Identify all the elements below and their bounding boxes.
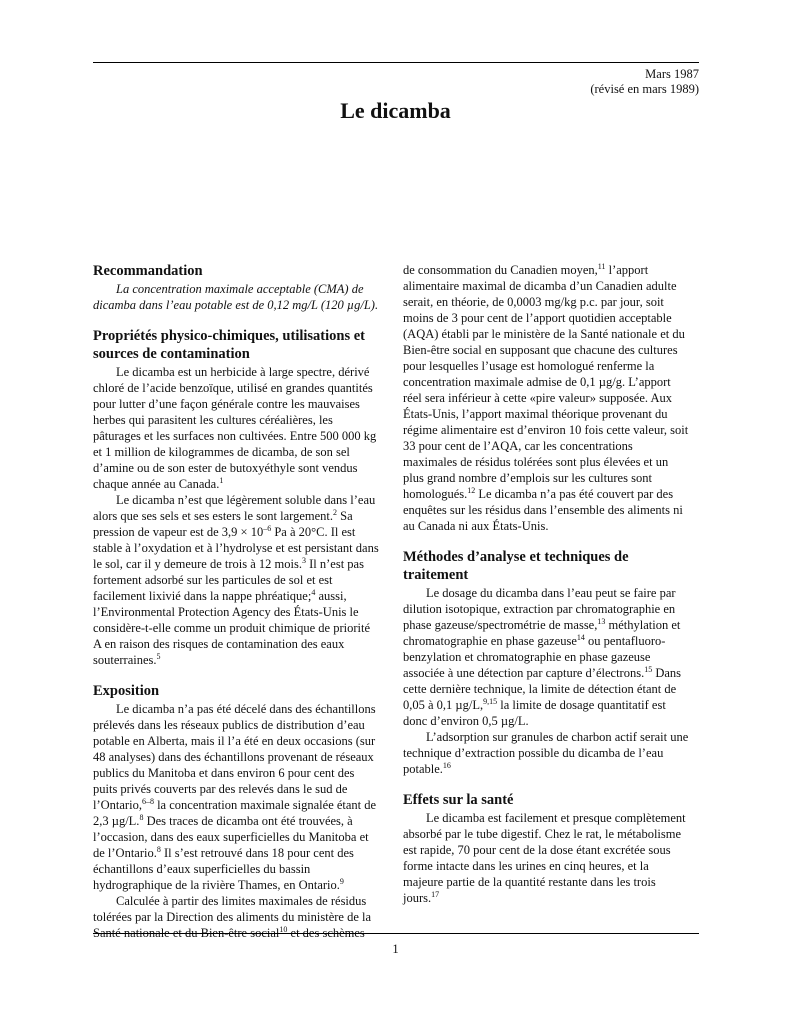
reference-sup: 3 <box>301 556 306 565</box>
reference-sup: 9,15 <box>483 697 498 706</box>
publication-date: Mars 1987 <box>645 67 699 81</box>
paragraph-proprietes-2: Le dicamba n’est que légèrement soluble dans l’eau alors que ses sels et ses esters le sont largement.$^2$ Sa pression de vapeur est de $3,9 \times 10^{-6}$ Pa à 20°C. Il est stable à l’oxydation et à l’hydrolyse et est persistant dans le sol, car il y demeure de trois à 12 mois.$^3$ Il n’est pas fortement adsorbé sur les particules de sol et est facilement lixivié dans la nappe phréatique;$^4$ aussi, l’Environmental Protection Agency des États-Unis le considère-t-elle comme un produit chimique de priorité A en raison des risques de contamination des eaux souterraines.$^5$ <box>93 493 379 667</box>
paragraph-proprietes-1: Le dicamba est un herbicide à large spectre, dérivé chloré de l’acide benzoïque, utilisé en grandes quantités pour lutter d’une façon générale contre les mauvaises herbes qui parasitent les cultures céréalières, les pâturages et les surfaces non cultivées. Entre 500 000 kg et 1 million de kilogrammes de dicamba, de son sel d’amine ou de son ester de butoxyéthyle sont vendus chaque année au Canada.$^1$ <box>93 365 377 491</box>
reference-sup: 10 <box>279 925 288 934</box>
reference-sup: 14 <box>576 633 585 642</box>
section-heading-proprietes: Propriétés physico-chimiques, utilisations et sources de contamination <box>93 328 366 362</box>
reference-sup: 8 <box>139 813 144 822</box>
paragraph-exposition-2-continued: de consommation du Canadien moyen,$^{11}$ l’apport alimentaire maximal de dicamba d’un Canadien adulte serait, en théorie, de 0,0003 mg/kg p.c. par jour, soit moins de 3 pour cent de l’apport quotidien acceptable (AQA) établi par le ministère de la Santé nationale et du Bien-être social en supposant que chacune des cultures pour lesquelles l’usage est homologué renferme la concentration maximale admise de 0,1 µg/g. L’apport réel sera inférieur à cette «pire valeur» supposée. Aux États-Unis, l’apport maximal théorique provenant du régime alimentaire est d’environ 10 fois cette valeur, soit 33 pour cent de l’AQA, car les concentrations maximales de résidus tolérées sont plus élevées et un plus grand nombre d’emplois sur les cultures sont homologués.$^{12}$ Le dicamba n’a pas été couvert par des enquêtes sur les résidus dans l’ensemble des aliments ni au Canada ni aux États-Unis. <box>403 262 689 533</box>
paragraph-methodes-1: Le dosage du dicamba dans l’eau peut se faire par dilution isotopique, extraction par chromatographie en phase gazeuse/spectrométrie de masse,$^{13}$ méthylation et chromatographie en phase gazeuse$^{14}$ ou pentafluoro-benzylation et chromatographie en phase gazeuse associée à une détection par capture d’électrons.$^{15}$ Dans cette dernière technique, la limite de détection étant de 0,05 à 0,1 µg/L,$^{9,15}$ la limite de dosage quantitatif est donc d’environ 0,5 µg/L. <box>403 586 682 728</box>
reference-sup: 13 <box>597 617 606 626</box>
paragraph-exposition-2-start: Calculée à partir des limites maximales de résidus tolérées par la Direction des aliments du ministère de la Santé nationale et du Bien-être social$^{10}$ et des schèmes <box>93 894 372 940</box>
paragraph-exposition-1: Le dicamba n’a pas été décelé dans des échantillons prélevés dans les réseaux publics de distribution d’eau potable en Alberta, mais il l’a été en deux occasions (sur 48 analyses) dans des échantillons provenant de réseaux publics du Manitoba et dans environ 6 pour cent des puits privés couverts par des relevés dans le sud de l’Ontario,$^{6-8}$ la concentration maximale signalée étant de 2,3 µg/L.$^8$ Des traces de dicamba ont été trouvées, à l’occasion, dans des eaux superficielles du Manitoba et de l’Ontario.$^8$ Il s’est retrouvé dans 18 pour cent des échantillons d’eaux superficielles du bassin hydrographique de la rivière Thames, en Ontario.$^9$ <box>93 702 377 892</box>
reference-sup: 16 <box>442 761 451 770</box>
reference-sup: 1 <box>219 476 224 485</box>
document-title: Le dicamba <box>340 98 451 123</box>
top-rule <box>93 62 699 63</box>
bottom-rule <box>93 933 699 934</box>
reference-sup: 11 <box>597 262 606 271</box>
exponent-sup: –6 <box>263 524 272 533</box>
reference-sup: 2 <box>333 508 337 517</box>
paragraph-effets-1: Le dicamba est facilement et presque complètement absorbé par le tube digestif. Chez le rat, le métabolisme est rapide, 70 pour cent de la dose étant excrétée sous forme intacte dans les urines en cinq heures, et la majeure partie de la quantité restante dans les trois jours.$^{17}$ <box>403 811 686 905</box>
reference-sup: 9 <box>339 877 344 886</box>
reference-sup: 17 <box>431 890 440 899</box>
recommendation-line-1: La concentration maximale acceptable (CMA) de <box>116 282 364 296</box>
reference-sup: 15 <box>644 665 653 674</box>
revision-date: (révisé en mars 1989) <box>590 82 699 96</box>
reference-sup: 5 <box>156 652 161 661</box>
reference-sup: 12 <box>467 486 476 495</box>
paragraph-methodes-2: L’adsorption sur granules de charbon actif serait une technique d’extraction possible du dicamba de l’eau potable.$^{16}$ <box>403 730 689 776</box>
reference-sup: 6–8 <box>141 797 154 806</box>
section-heading-effets: Effets sur la santé <box>403 792 514 808</box>
right-column <box>403 262 689 906</box>
left-column <box>93 262 379 941</box>
reference-sup: 4 <box>311 588 316 597</box>
reference-sup: 8 <box>156 845 161 854</box>
section-heading-recommandation: Recommandation <box>93 263 203 279</box>
section-heading-exposition: Exposition <box>93 683 160 699</box>
page-number: 1 <box>392 942 399 956</box>
section-heading-methodes: Méthodes d’analyse et techniques de traitement <box>403 549 629 583</box>
recommendation-line-2: dicamba dans l’eau potable est de 0,12 mg/L (120 µg/L). <box>93 298 379 312</box>
